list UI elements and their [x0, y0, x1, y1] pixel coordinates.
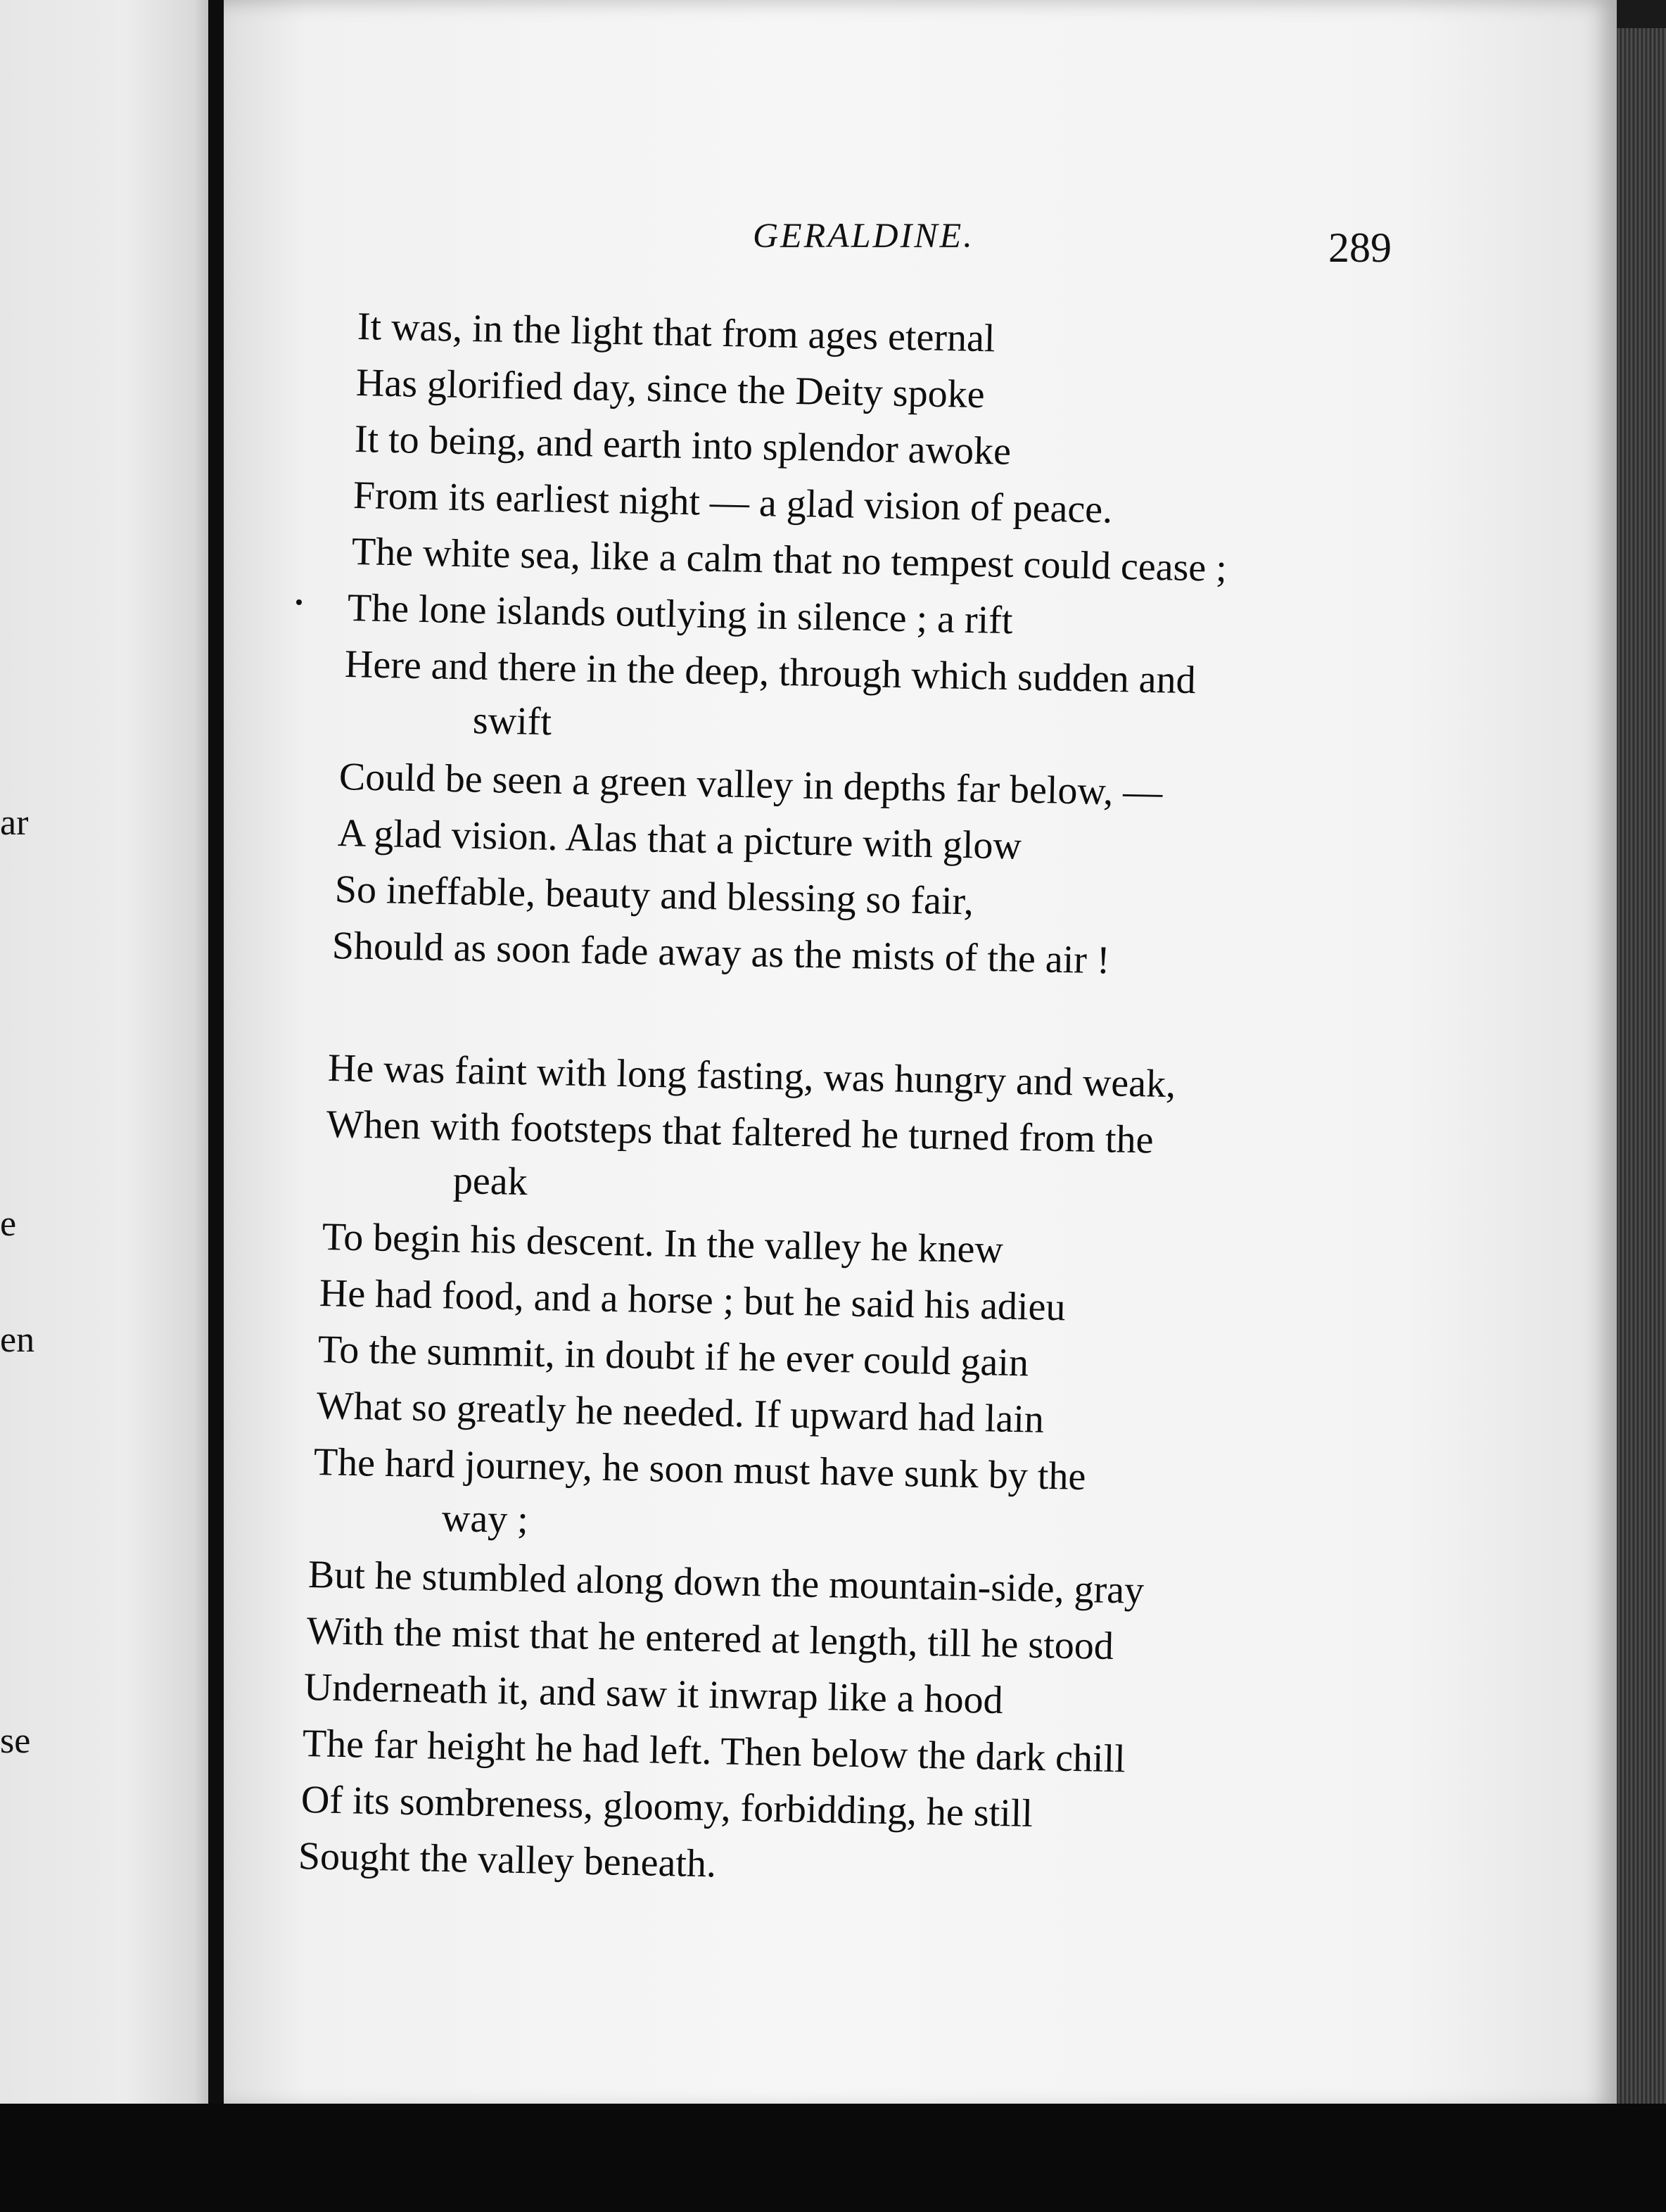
poem-line: The lone islands outlying in silence ; a rift — [347, 586, 1013, 643]
poem-line: He had food, and a horse ; but he said his adieu — [319, 1271, 1067, 1330]
left-page-fragment: e — [0, 1204, 17, 1244]
running-head: GERALDINE. — [753, 215, 974, 255]
poem-line: Underneath it, and saw it inwrap like a hood — [303, 1665, 1004, 1723]
poem-line: Here and there in the deep, through which sudden and — [344, 642, 1197, 703]
poem-line-continuation: swift — [472, 699, 552, 744]
poem-line: So ineffable, beauty and blessing so fair, — [334, 867, 974, 924]
poem-line: But he stumbled along down the mountain-side, gray — [307, 1553, 1145, 1613]
left-page-fragment: ar — [0, 803, 29, 843]
poem-line-continuation: peak — [452, 1159, 528, 1204]
poem-line: With the mist that he entered at length, till he stood — [306, 1609, 1114, 1669]
left-page-fragment: en — [0, 1320, 35, 1360]
poem-line: From its earliest night — a glad vision of peace. — [352, 473, 1113, 532]
poem-line: It was, in the light that from ages eternal — [357, 305, 996, 361]
poem-line: What so greatly he needed. If upward had lain — [316, 1384, 1045, 1442]
poem-line: It to being, and earth into splendor awoke — [354, 417, 1012, 473]
scan-background — [0, 2104, 1666, 2212]
poem-line: Has glorified day, since the Deity spoke — [355, 361, 986, 417]
poem-line: To the summit, in doubt if he ever could gain — [317, 1328, 1029, 1385]
poem-line: Could be seen a green valley in depths far below, — — [338, 755, 1163, 815]
poem-line: Sought the valley beneath. — [298, 1834, 717, 1886]
poem-line: A glad vision. Alas that a picture with glow — [337, 811, 1022, 868]
poem-line: Of its sombreness, gloomy, forbidding, he still — [300, 1778, 1034, 1836]
poem-line: The far height he had left. Then below the dark chill — [302, 1722, 1126, 1781]
poem-line-continuation: way ; — [441, 1496, 529, 1542]
left-page-fragment: se — [0, 1721, 31, 1761]
page-number: 289 — [1328, 224, 1392, 271]
poem-line: When with footsteps that faltered he turned from the — [326, 1102, 1155, 1162]
poem-line: He was faint with long fasting, was hungry and weak, — [327, 1046, 1176, 1107]
poem-line: The hard journey, he soon must have sunk by the — [313, 1440, 1086, 1499]
poem-line: Should as soon fade away as the mists of the air ! — [331, 924, 1111, 983]
poem-line: The white sea, like a calm that no tempest could cease ; — [351, 530, 1228, 590]
poem-line: To begin his descent. In the valley he knew — [322, 1215, 1004, 1272]
